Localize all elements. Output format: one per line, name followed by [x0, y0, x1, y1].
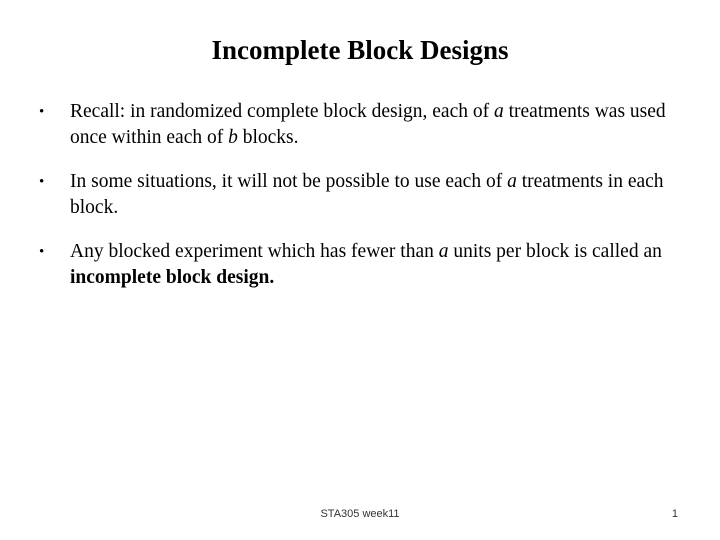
variable-a: a — [438, 241, 449, 262]
bullet-marker: • — [39, 174, 45, 190]
bullet-text-part: Any blocked experiment which has fewer than — [70, 241, 439, 262]
variable-a: a — [493, 101, 504, 122]
bullet-text-part: treatments was used once within each of — [70, 101, 666, 148]
bullet-text-part: Recall: in randomized complete block design, each of — [70, 101, 494, 122]
page-number: 1 — [671, 508, 678, 520]
bullet-text — [70, 169, 686, 221]
bullet-text-part: blocks. — [237, 127, 299, 148]
bullet-list — [36, 99, 686, 291]
bullet-item-recall — [36, 99, 686, 151]
bullet-item-definition — [36, 239, 686, 291]
bullet-marker: • — [39, 244, 45, 260]
variable-b: b — [228, 127, 238, 148]
bullet-marker: • — [39, 104, 45, 120]
bold-term: incomplete block design. — [70, 267, 275, 288]
footer-text: STA305 week11 — [320, 508, 400, 520]
bullet-text-part: treatments in each block. — [70, 171, 664, 218]
slide-title: Incomplete Block Designs — [211, 35, 509, 65]
bullet-text-part: In some situations, it will not be possible to use each of — [70, 171, 508, 192]
bullet-text — [70, 239, 686, 291]
bullet-text-part: units per block is called an — [448, 241, 662, 262]
bullet-text — [70, 99, 686, 151]
variable-a: a — [507, 171, 517, 192]
bullet-item-situations — [36, 169, 686, 221]
